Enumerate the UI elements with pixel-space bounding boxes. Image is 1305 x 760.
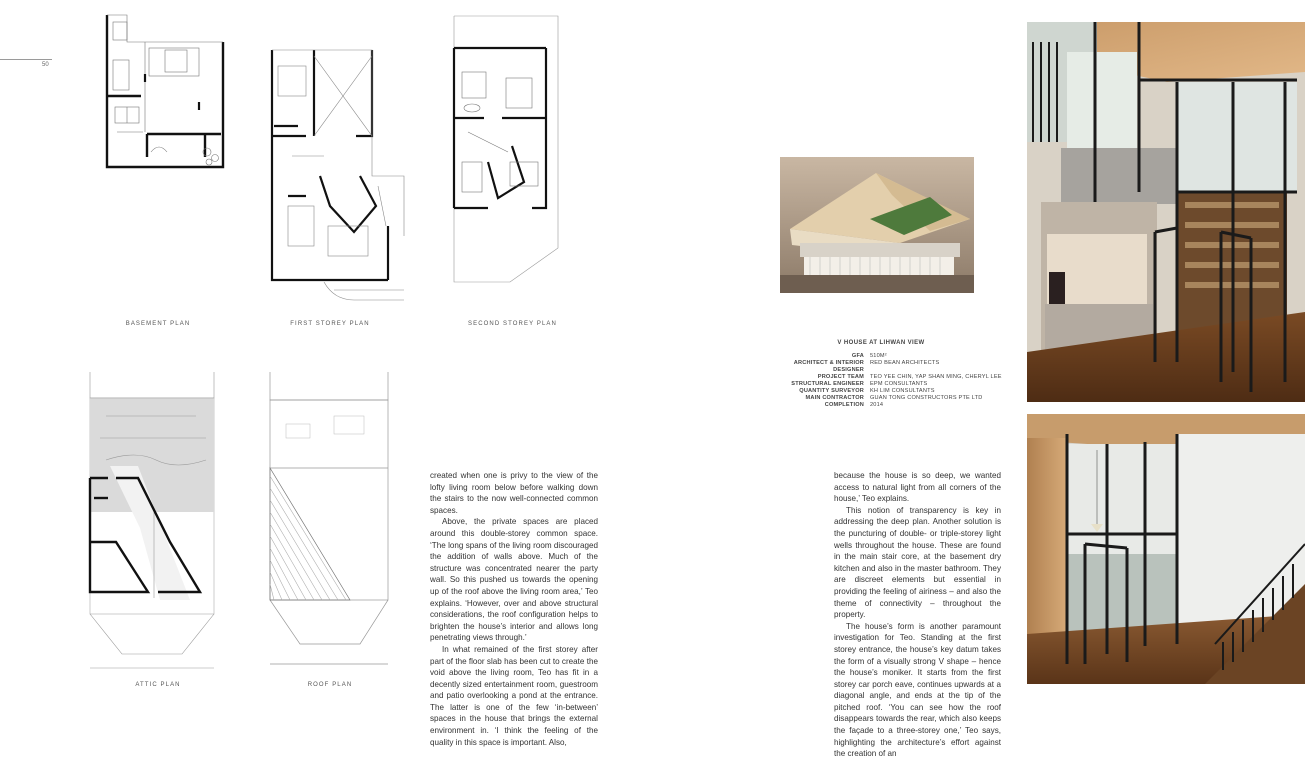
second-storey-plan-drawing (448, 12, 564, 288)
credits-value: KH LIM CONSULTANTS (870, 388, 935, 394)
credits-row (776, 395, 1016, 402)
credits-key: GFA (851, 353, 864, 359)
credits-row (776, 402, 1016, 409)
credits-value: GUAN TONG CONSTRUCTORS PTE LTD (870, 395, 983, 401)
credits-row (776, 360, 1016, 374)
credits-key: PROJECT TEAM (817, 374, 864, 380)
credits-key: MAIN CONTRACTOR (805, 395, 864, 401)
credits-value: 510M² (870, 353, 887, 359)
credits-key: STRUCTURAL ENGINEER (791, 381, 864, 387)
credits-row (776, 353, 1016, 360)
credits-value: 2014 (870, 402, 884, 408)
house-model-photo (780, 157, 974, 293)
article-left-paragraph-3: In what remained of the first storey after part of the floor slab has been cut to create the void above the living room, Teo has fit in a decently sized entertainment room, guestroom and patio overlooking a pond at the entrance. The latter is one of the few ‘in-between’ spaces in the house that brings the external environment in. ‘I think the feeling of the quality in this space is important. Also, (430, 644, 598, 747)
credits-key: COMPLETION (824, 402, 864, 408)
interior-photo-stair-kitchen (1027, 22, 1305, 402)
page-number: 50 (42, 62, 49, 68)
credits-key: ARCHITECT & INTERIOR DESIGNER (793, 360, 864, 373)
roof-plan-caption: ROOF PLAN (307, 682, 353, 688)
project-credits (776, 340, 1016, 409)
basement-plan-drawing (103, 12, 227, 172)
page-number-rule (0, 59, 52, 60)
article-left-paragraph-2: Above, the private spaces are placed around this double-storey common space. ‘The long spans of the living room discouraged the addition of walls above. Much of the structure was concentrated nearer the party wall. So this pushed us towards the opening up of the roof above the living room area,’ Teo explains. ‘However, over and above structural considerations, the roof configuration helps to brighten the house’s interior and allows long penetrating views through.’ (430, 517, 598, 643)
first-storey-plan-caption: FIRST STOREY PLAN (290, 321, 370, 327)
article-right-paragraph-2: This notion of transparency is key in addressing the deep plan. Another solution is the puncturing of double- or triple-storey light wells throughout the house. These are found in the main stair core, at the basement dry kitchen and also in the master bathroom. They are discreet elements but essential in providing the feeling of airiness – and also the theme of connectivity – throughout the property. (834, 505, 1001, 620)
credits-value: EPM CONSULTANTS (870, 381, 928, 387)
credits-row (776, 388, 1016, 395)
credits-row (776, 381, 1016, 388)
credits-value: TEO YEE CHIN, YAP SHAN MING, CHERYL LEE (870, 374, 1002, 380)
article-right-paragraph-1: because the house is so deep, we wanted access to natural light from all corners of the house,’ Teo explains. (834, 471, 1001, 504)
credits-title: V HOUSE AT LIHWAN VIEW (837, 340, 925, 346)
article-right-paragraph-3: The house’s form is another paramount investigation for Teo. Standing at the first storey entrance, the house’s key datum takes the form of a visually strong V shape – hence the house’s moniker. It starts from the first storey car porch eave, continues upwards at a diagonal angle, and ends at the tip of the pitched roof. ‘You can see how the roof disappears towards the rear, which also keeps the façade to a three-storey one,’ Teo says, highlighting the architecture’s effort against the creation of an (834, 621, 1001, 759)
credits-row (776, 374, 1016, 381)
article-column-left (430, 470, 598, 747)
credits-value: RED BEAN ARCHITECTS (870, 360, 940, 366)
article-left-paragraph-1: created when one is privy to the view of the lofty living room below before walking down the stairs to the now well-connected common spaces. (430, 471, 598, 515)
second-storey-plan-caption: SECOND STOREY PLAN (468, 321, 557, 327)
credits-key: QUANTITY SURVEYOR (799, 388, 864, 394)
first-storey-plan-drawing (268, 46, 410, 308)
article-column-right (834, 470, 1001, 759)
roof-plan-drawing (266, 368, 392, 680)
attic-plan-caption: ATTIC PLAN (135, 682, 181, 688)
interior-photo-double-height-stair (1027, 414, 1305, 684)
attic-plan-drawing (86, 368, 226, 680)
basement-plan-caption: BASEMENT PLAN (125, 321, 191, 327)
